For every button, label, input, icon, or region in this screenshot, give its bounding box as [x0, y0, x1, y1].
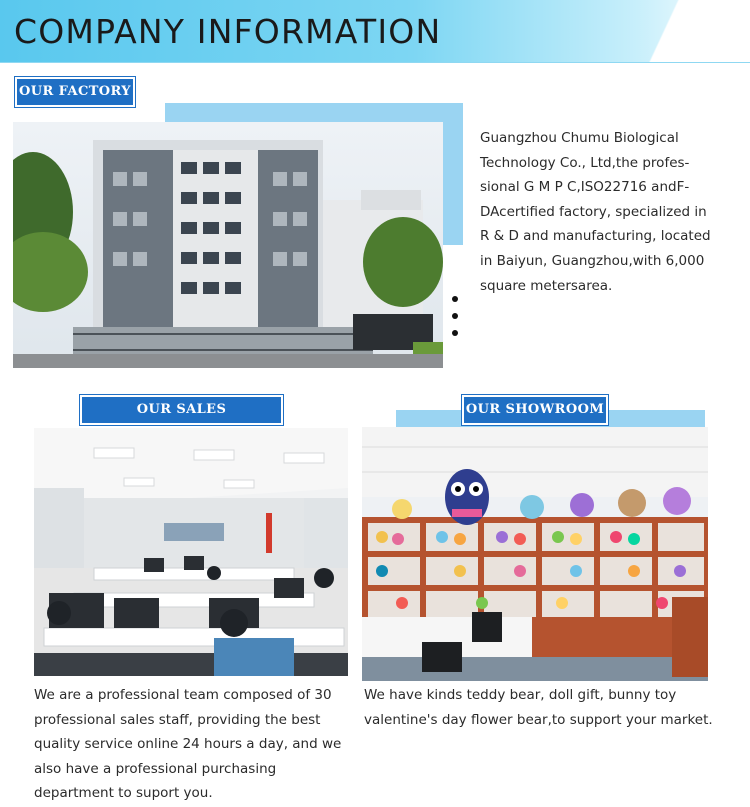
factory-description-line: in Baiyun, Guangzhou,with 6,000: [480, 252, 705, 269]
showroom-badge: OUR SHOWROOM: [462, 395, 608, 425]
sales-description-line: department to suport you.: [34, 785, 213, 802]
bullet-dot-icon: [452, 296, 458, 302]
showroom-description: [364, 683, 744, 732]
factory-building-image: [13, 122, 443, 368]
sales-description-line: We are a professional team composed of 30: [34, 687, 332, 703]
factory-description: [480, 126, 742, 298]
showroom-description-line: valentine's day flower bear,to support your market.: [364, 711, 713, 728]
sales-description-line: quality service online 24 hours a day, and we: [34, 736, 342, 753]
sales-description-line: professional sales staff, providing the best: [34, 711, 321, 728]
showroom-photo: [362, 427, 708, 681]
factory-description-line: R & D and manufacturing, located: [480, 228, 711, 245]
bullet-dot-icon: [452, 330, 458, 336]
sales-office-photo: [34, 428, 348, 676]
factory-description-line: square metersarea.: [480, 277, 613, 294]
showroom-image: [362, 427, 708, 681]
header-divider: [0, 62, 750, 63]
office-image: [34, 428, 348, 676]
factory-description-line: Technology Co., Ltd,the profes-: [480, 154, 690, 171]
showroom-description-line: We have kinds teddy bear, doll gift, bunny toy: [364, 687, 677, 703]
bullet-dot-icon: [452, 313, 458, 319]
factory-description-line: Guangzhou Chumu Biological: [480, 130, 679, 146]
sales-badge: OUR SALES: [80, 395, 283, 425]
factory-description-line: sional G M P C,ISO22716 andF-: [480, 179, 690, 196]
sales-description-line: also have a professional purchasing: [34, 760, 277, 777]
page-title: COMPANY INFORMATION: [14, 12, 442, 51]
factory-description-line: DAcertified factory, specialized in: [480, 203, 707, 220]
factory-photo: [13, 122, 443, 368]
sales-description: [34, 683, 354, 806]
factory-badge: OUR FACTORY: [15, 77, 135, 107]
